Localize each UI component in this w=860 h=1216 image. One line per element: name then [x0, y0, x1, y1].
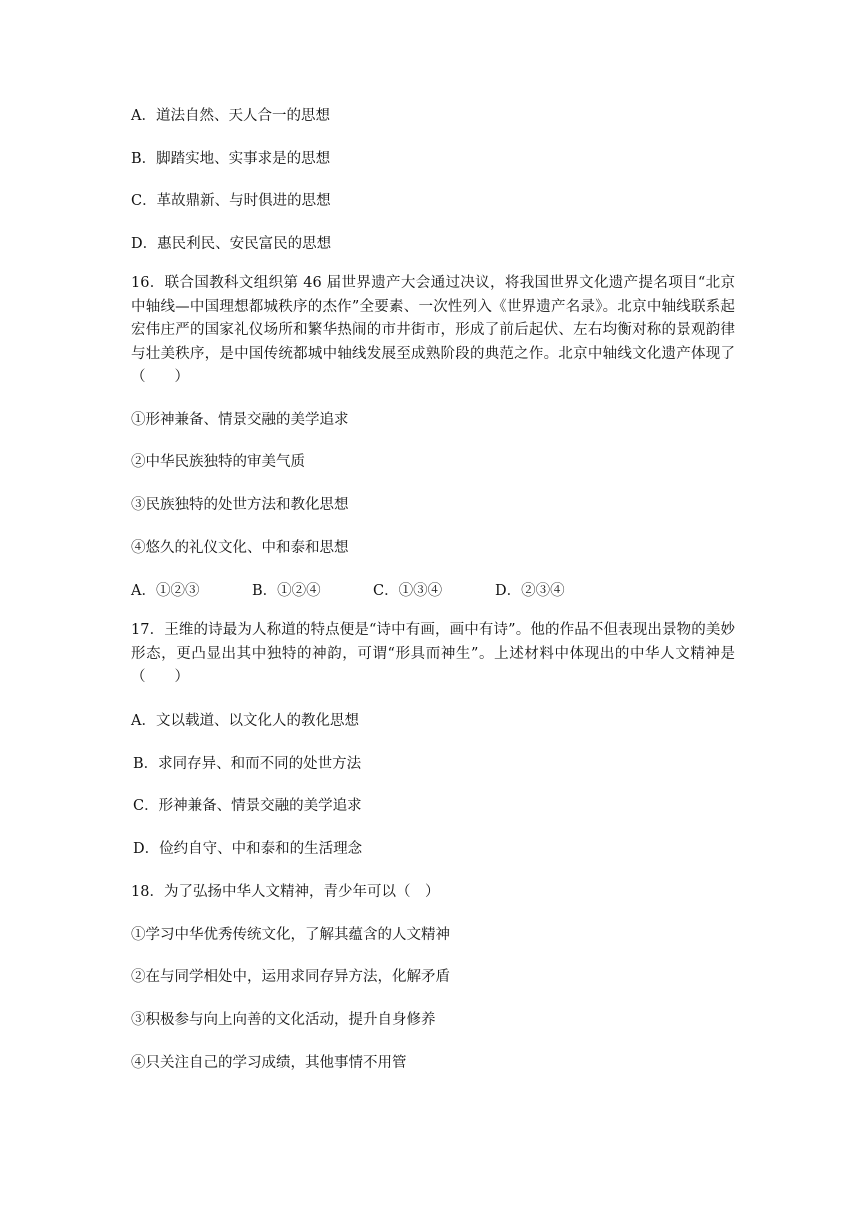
q18-statement-2: ②在与同学相处中，运用求同存异方法，化解矛盾	[131, 969, 450, 985]
q16-statement-1: ①形神兼备、情景交融的美学追求	[131, 412, 349, 428]
q17-option-c: C．形神兼备、情景交融的美学追求	[133, 798, 362, 814]
q16-choice-d: D．②③④	[495, 583, 565, 599]
q16-stem: 16．联合国教科文组织第 46 届世界遗产大会通过决议，将我国世界文化遗产提名项目“北京中轴线—中国理想都城秩序的杰作”全要素、一次性列入《世界遗产名录》。北京中轴线联系起宏伟庄严的国家礼仪场所和繁华热闹的市井街市，形成了前后起伏、左右均衡对称的景观韵律与壮美秩序，是中国传统都城中轴线发展至成熟阶段的典范之作。北京中轴线文化遗产体现了（ ）	[131, 275, 735, 385]
q17-option-d: D．俭约自守、中和泰和的生活理念	[133, 841, 363, 857]
q15-option-b: B．脚踏实地、实事求是的思想	[131, 151, 331, 167]
q15-option-d: D．惠民利民、安民富民的思想	[131, 236, 332, 252]
q15-option-c: C．革故鼎新、与时俱进的思想	[131, 193, 331, 209]
q16-statement-2: ②中华民族独特的审美气质	[131, 454, 305, 470]
q18-statement-1: ①学习中华优秀传统文化，了解其蕴含的人文精神	[131, 927, 450, 943]
q18-statement-3: ③积极参与向上向善的文化活动，提升自身修养	[131, 1012, 436, 1028]
q18-statement-4: ④只关注自己的学习成绩，其他事情不用管	[131, 1055, 407, 1071]
q15-option-a: A．道法自然、天人合一的思想	[131, 108, 330, 124]
q16-choice-a: A．①②③	[131, 583, 200, 599]
q16-choice-b: B．①②④	[252, 583, 321, 599]
q17-stem: 17．王维的诗最为人称道的特点便是“诗中有画，画中有诗”。他的作品不但表现出景物的美妙形态，更凸显出其中独特的神韵，可谓“形具而神生”。上述材料中体现出的中华人文精神是（ ）	[131, 622, 735, 685]
q16-choices	[131, 581, 565, 601]
q17-option-a: A．文以载道、以文化人的教化思想	[131, 713, 359, 729]
q16-statement-4: ④悠久的礼仪文化、中和泰和思想	[131, 540, 349, 556]
q16-choice-c: C．①③④	[373, 583, 443, 599]
q17-option-b: B．求同存异、和而不同的处世方法	[133, 756, 362, 772]
q18-stem: 18．为了弘扬中华人文精神，青少年可以（ ）	[131, 884, 440, 900]
q16-statement-3: ③民族独特的处世方法和教化思想	[131, 497, 349, 513]
